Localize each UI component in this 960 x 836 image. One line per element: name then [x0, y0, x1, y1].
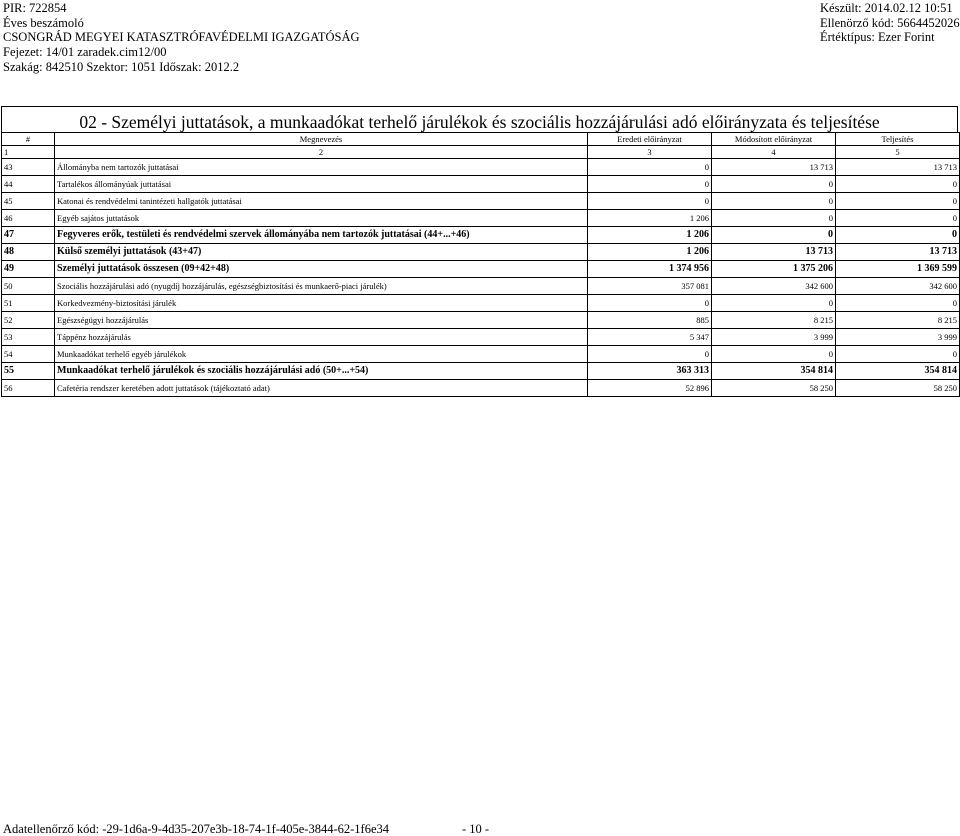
row-number: 51: [2, 295, 55, 312]
table-row: [2, 295, 960, 312]
row-completed: 58 250: [836, 380, 960, 397]
row-modified: 3 999: [712, 329, 836, 346]
row-original: 885: [588, 312, 712, 329]
row-modified: 0: [712, 193, 836, 210]
table-row: [2, 380, 960, 397]
report-type: Éves beszámoló: [3, 16, 84, 30]
row-name: Táppénz hozzájárulás: [55, 329, 588, 346]
row-number: 43: [2, 159, 55, 176]
row-original: 0: [588, 295, 712, 312]
report-header: [0, 0, 960, 80]
row-original: 1 206: [588, 227, 712, 244]
row-name: Külső személyi juttatások (43+47): [55, 244, 588, 261]
row-modified: 0: [712, 227, 836, 244]
row-number: 46: [2, 210, 55, 227]
row-original: 1 206: [588, 210, 712, 227]
row-completed: 13 713: [836, 244, 960, 261]
row-completed: 0: [836, 227, 960, 244]
data-table: [1, 132, 960, 397]
data-check-code: Adatellenőrző kód: -29-1d6a-9-4d35-207e3b-18-74-1f-405e-3844-62-1f6e34: [3, 822, 389, 836]
row-modified: 0: [712, 346, 836, 363]
table-row: [2, 346, 960, 363]
row-original: 5 347: [588, 329, 712, 346]
sector-info: Szakág: 842510 Szektor: 1051 Időszak: 2012.2: [3, 60, 240, 74]
row-modified: 8 215: [712, 312, 836, 329]
row-modified: 0: [712, 295, 836, 312]
row-modified: 1 375 206: [712, 261, 836, 278]
column-number-row: [2, 146, 960, 159]
row-completed: 0: [836, 295, 960, 312]
table-row: [2, 210, 960, 227]
table-body: [2, 133, 960, 397]
check-code: Ellenörző kód: 5664452026: [820, 16, 960, 30]
table-row: [2, 244, 960, 261]
row-name: Személyi juttatások összesen (09+42+48): [55, 261, 588, 278]
row-completed: 354 814: [836, 363, 960, 380]
row-completed: 3 999: [836, 329, 960, 346]
row-modified: 342 600: [712, 278, 836, 295]
row-number: 49: [2, 261, 55, 278]
row-modified: 354 814: [712, 363, 836, 380]
row-number: 50: [2, 278, 55, 295]
row-modified: 0: [712, 176, 836, 193]
value-type: Értéktípus: Ezer Forint: [820, 30, 935, 44]
col-header-original: Eredeti előirányzat: [588, 133, 712, 146]
col-header-modified: Módosított előirányzat: [712, 133, 836, 146]
row-number: 56: [2, 380, 55, 397]
row-number: 53: [2, 329, 55, 346]
row-modified: 13 713: [712, 244, 836, 261]
col-number-1: 1: [2, 146, 55, 159]
col-header-completed: Teljesítés: [836, 133, 960, 146]
row-completed: 1 369 599: [836, 261, 960, 278]
pir-number: PIR: 722854: [3, 1, 67, 15]
row-number: 45: [2, 193, 55, 210]
row-original: 1 374 956: [588, 261, 712, 278]
table-row: [2, 159, 960, 176]
institution-name: CSONGRÁD MEGYEI KATASZTRÓFAVÉDELMI IGAZGATÓSÁG: [3, 30, 360, 44]
row-name: Egészségügyi hozzájárulás: [55, 312, 588, 329]
row-original: 0: [588, 159, 712, 176]
created-date: Készült: 2014.02.12 10:51: [820, 1, 953, 15]
row-completed: 13 713: [836, 159, 960, 176]
row-name: Munkaadókat terhelő egyéb járulékok: [55, 346, 588, 363]
row-original: 52 896: [588, 380, 712, 397]
row-name: Tartalékos állományúak juttatásai: [55, 176, 588, 193]
row-number: 55: [2, 363, 55, 380]
row-original: 1 206: [588, 244, 712, 261]
col-number-4: 4: [712, 146, 836, 159]
row-modified: 0: [712, 210, 836, 227]
table-row: [2, 193, 960, 210]
row-name: Fegyveres erők, testületi és rendvédelmi szervek állományába nem tartozók juttatásai (44+...+46): [55, 227, 588, 244]
row-modified: 13 713: [712, 159, 836, 176]
chapter-info: Fejezet: 14/01 zaradek.cim12/00: [3, 45, 167, 59]
row-name: Szociális hozzájárulási adó (nyugdíj hozzájárulás, egészségbiztosítási és munkaerő-piaci járulék): [55, 278, 588, 295]
table-row: [2, 278, 960, 295]
row-number: 54: [2, 346, 55, 363]
row-completed: 0: [836, 193, 960, 210]
row-number: 48: [2, 244, 55, 261]
col-header-number: #: [2, 133, 55, 146]
row-number: 47: [2, 227, 55, 244]
row-completed: 0: [836, 346, 960, 363]
table-row: [2, 227, 960, 244]
row-number: 52: [2, 312, 55, 329]
row-modified: 58 250: [712, 380, 836, 397]
row-completed: 342 600: [836, 278, 960, 295]
page-number: - 10 -: [462, 822, 490, 836]
row-original: 363 313: [588, 363, 712, 380]
row-name: Munkaadókat terhelő járulékok és szociális hozzájárulási adó (50+...+54): [55, 363, 588, 380]
row-original: 0: [588, 176, 712, 193]
table-row: [2, 363, 960, 380]
table-row: [2, 261, 960, 278]
row-name: Korkedvezmény-biztosítási járulék: [55, 295, 588, 312]
table-row: [2, 329, 960, 346]
row-name: Cafetéria rendszer keretében adott juttatások (tájékoztató adat): [55, 380, 588, 397]
col-number-5: 5: [836, 146, 960, 159]
row-number: 44: [2, 176, 55, 193]
row-completed: 0: [836, 210, 960, 227]
column-header-row: [2, 133, 960, 146]
col-number-2: 2: [55, 146, 588, 159]
table-row: [2, 312, 960, 329]
row-name: Egyéb sajátos juttatások: [55, 210, 588, 227]
row-original: 0: [588, 346, 712, 363]
row-completed: 8 215: [836, 312, 960, 329]
col-number-3: 3: [588, 146, 712, 159]
row-original: 0: [588, 193, 712, 210]
row-name: Katonai és rendvédelmi tanintézeti hallgatók juttatásai: [55, 193, 588, 210]
row-completed: 0: [836, 176, 960, 193]
row-original: 357 081: [588, 278, 712, 295]
table-row: [2, 176, 960, 193]
col-header-name: Megnevezés: [55, 133, 588, 146]
table-title: 02 - Személyi juttatások, a munkaadókat terhelő járulékok és szociális hozzájárulási adó előirányzata és teljesítése: [1, 106, 958, 132]
row-name: Állományba nem tartozók juttatásai: [55, 159, 588, 176]
